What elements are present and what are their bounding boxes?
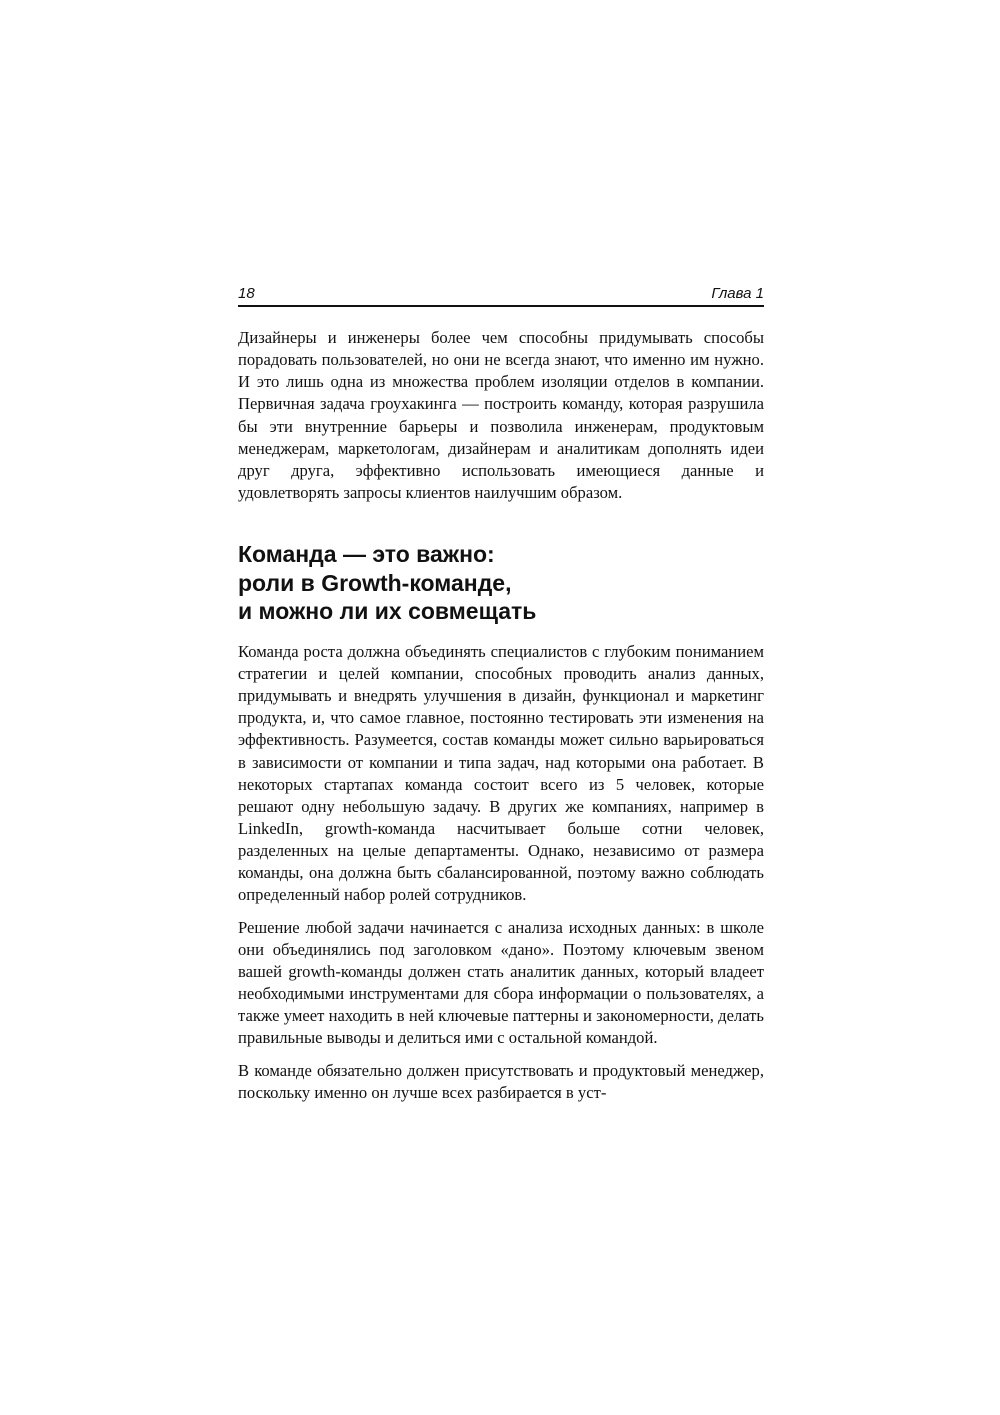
book-page [238,283,764,1104]
paragraph-data-analyst: Решение любой задачи начинается с анализа исходных данных: в школе они объединялись под заголовком «дано». Поэтому ключевым звеном вашей growth-команды должен стать аналитик данных, который владеет необходимыми инструментами для сбора информации о пользователях, а также умеет находить в ней ключевые паттерны и закономерности, делать правильные выводы и делиться ими с остальной командой. [238,917,764,1048]
section-heading [238,540,764,626]
page-number: 18 [238,285,255,302]
running-header [238,283,764,307]
chapter-title: Глава 1 [711,285,764,302]
paragraph-growth-team: Команда роста должна объединять специалистов с глубоким пониманием стратегии и целей компании, способных проводить анализ данных, придумывать и внедрять улучшения в дизайн, функционал и маркетинг продукта, и, что самое главное, постоянно тестировать эти изменения на эффективность. Разумеется, состав команды может сильно варьироваться в зависимости от компании и типа задач, над которыми она работает. В некоторых стартапах команда состоит всего из 5 человек, которые решают одну небольшую задачу. В других же компаниях, например в LinkedIn, growth-команда насчитывает больше сотни человек, разделенных на целые департаменты. Однако, независимо от размера команды, она должна быть сбалансированной, поэтому важно соблюдать определенный набор ролей сотрудников. [238,641,764,905]
section-heading-line-1: Команда — это важно: [238,541,495,568]
paragraph-designers-engineers: Дизайнеры и инженеры более чем способны придумывать способы порадовать пользователей, но они не всегда знают, что именно им нужно. И это лишь одна из множества проблем изоляции отделов в компании. Первичная задача гроухакинга — построить команду, которая разрушила бы эти внутренние барьеры и позволила инженерам, продуктовым менеджерам, маркетологам, дизайнерам и аналитикам дополнять идеи друг друга, эффективно использовать имеющиеся данные и удовлетворять запросы клиентов наилучшим образом. [238,328,764,503]
section-heading-line-2: роли в Growth-команде, [238,569,512,596]
paragraph-product-manager: В команде обязательно должен присутствовать и продуктовый менеджер, поскольку именно он лучше всех разбирается в уст- [238,1060,764,1102]
section-heading-line-3: и можно ли их совмещать [238,598,537,625]
